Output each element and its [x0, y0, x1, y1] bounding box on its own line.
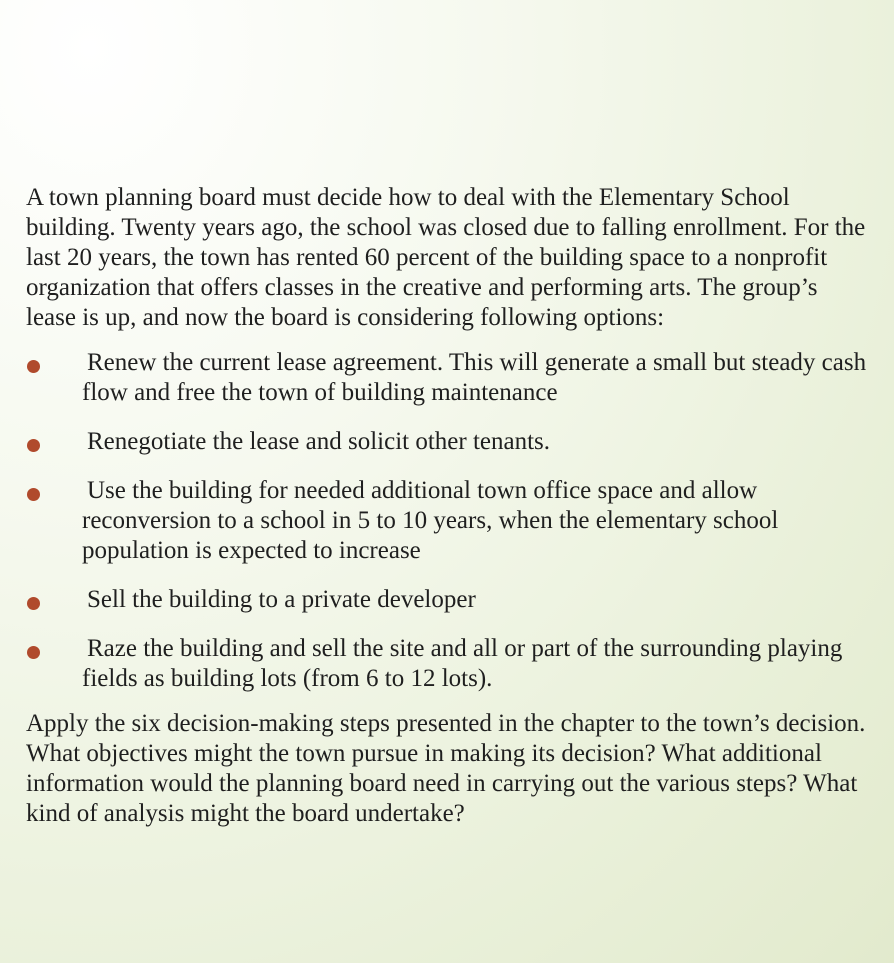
- options-list: [26, 348, 871, 694]
- option-text: Use the building for needed additional town office space and allow reconversion to a school in 5 to 10 years, when the elementary school population is expected to increase: [82, 477, 779, 564]
- option-text: Renegotiate the lease and solicit other tenants.: [87, 428, 551, 455]
- closing-paragraph: Apply the six decision-making steps presented in the chapter to the town’s decision. What objectives might the town pursue in making its decision? What additional information would the planning board need in carrying out the various steps? What kind of analysis might the board undertake?: [26, 710, 866, 827]
- option-text: Sell the building to a private developer: [87, 586, 476, 613]
- option-text: Raze the building and sell the site and all or part of the surrounding playing fields as building lots (from 6 to 12 lots).: [82, 635, 843, 692]
- intro-paragraph: A town planning board must decide how to deal with the Elementary School building. Twenty years ago, the school was closed due to falling enrollment. For the last 20 years, the town has rented 60 percent of the building space to a nonprofit organization that offers classes in the creative and performing arts. The group’s lease is up, and now the board is considering following options:: [26, 184, 866, 331]
- option-item: [26, 585, 871, 615]
- option-item: [26, 476, 871, 566]
- option-item: [26, 634, 871, 694]
- bullet-icon: [27, 360, 40, 373]
- bullet-icon: [27, 646, 40, 659]
- option-item: [26, 427, 871, 457]
- bullet-icon: [27, 488, 40, 501]
- option-item: [26, 348, 871, 408]
- bullet-icon: [27, 597, 40, 610]
- option-text: Renew the current lease agreement. This will generate a small but steady cash flow and free the town of building maintenance: [82, 349, 867, 406]
- bullet-icon: [27, 439, 40, 452]
- problem-text: [26, 183, 871, 829]
